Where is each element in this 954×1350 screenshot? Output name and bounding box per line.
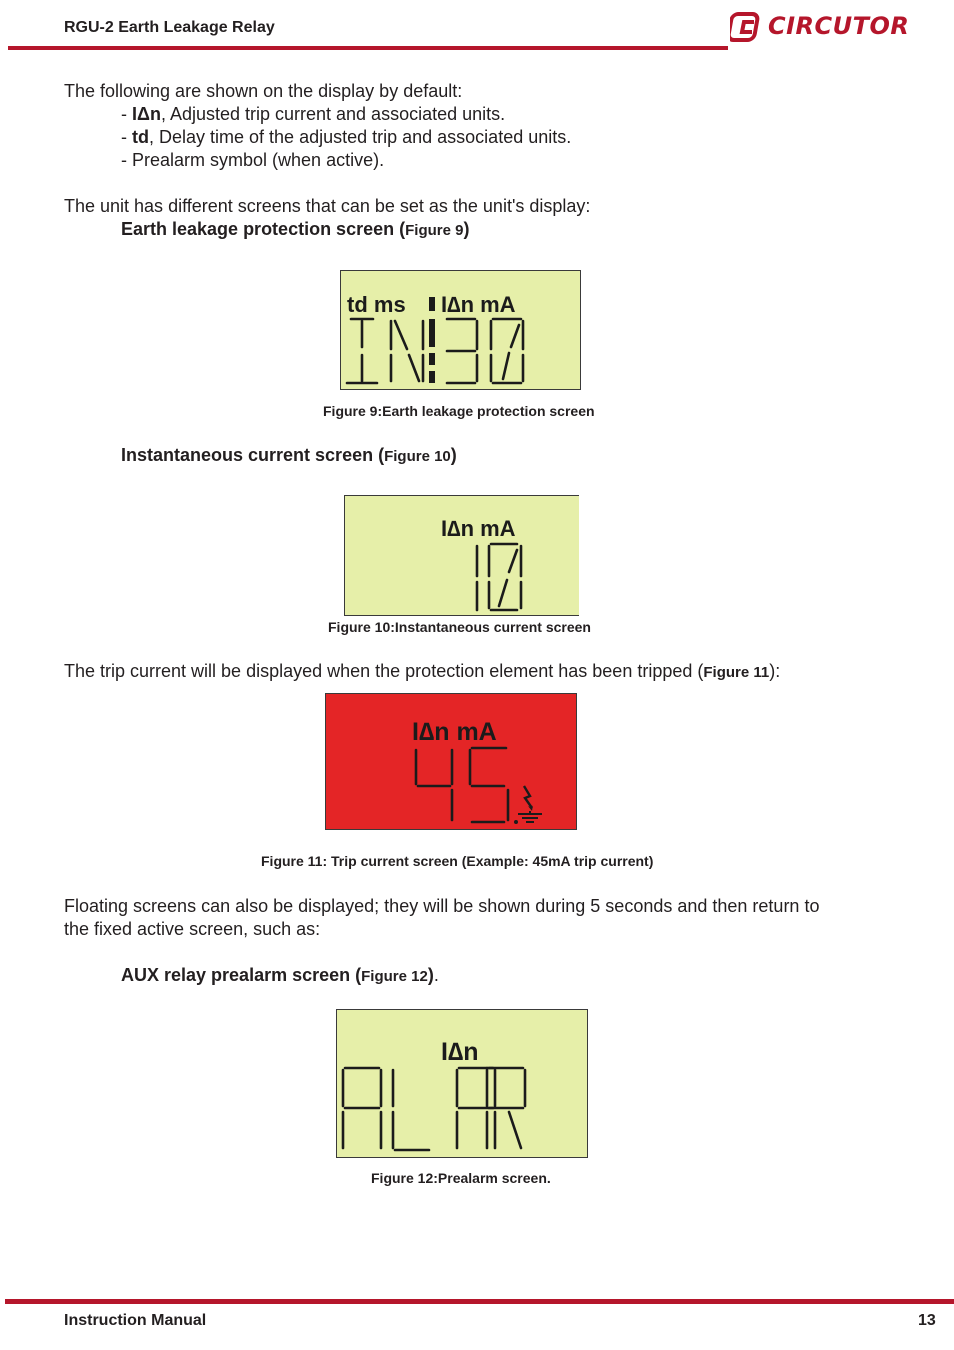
list-item <box>121 103 505 126</box>
floating-text-line2: the fixed active screen, such as: <box>64 919 321 939</box>
list-item-text: , Adjusted trip current and associated units. <box>160 104 506 124</box>
heading-text: Earth leakage protection screen ( <box>121 219 406 239</box>
heading-close: ) <box>463 219 470 239</box>
list-item <box>121 126 571 149</box>
lcd-units-idn: I∆n mA <box>412 718 497 746</box>
paragraph-text: ): <box>769 661 781 681</box>
list-item <box>121 149 384 172</box>
heading-close: ) <box>450 445 457 465</box>
lcd-units-idn: I∆n <box>441 1038 479 1066</box>
fig9-heading <box>121 218 469 242</box>
list-item-term: td <box>132 127 149 147</box>
header-rule <box>8 46 728 50</box>
heading-text: AUX relay prealarm screen ( <box>121 965 362 985</box>
fig10-heading <box>121 444 457 468</box>
figure-ref: Figure 10 <box>384 448 451 465</box>
footer-manual-label: Instruction Manual <box>64 1312 207 1329</box>
page-number: 13 <box>918 1312 936 1329</box>
lcd-instantaneous-screen <box>344 495 579 616</box>
figure-ref: Figure 12 <box>361 968 428 985</box>
circutor-logo <box>730 10 908 44</box>
trip-earth-icon <box>514 784 544 824</box>
figure-ref: Figure 9 <box>405 222 464 239</box>
lcd-units-td: td ms <box>347 292 406 317</box>
fig11-caption: Figure 11: Trip current screen (Example: 45mA trip current) <box>261 853 654 869</box>
logo-text: CIRCUTOR <box>768 12 910 40</box>
fig10-caption: Figure 10:Instantaneous current screen <box>328 619 591 635</box>
fig12-heading <box>121 964 439 988</box>
figure-ref: Figure 11 <box>703 664 770 681</box>
lcd-digits-10 <box>345 496 580 617</box>
fig9-caption: Figure 9:Earth leakage protection screen <box>323 403 595 419</box>
list-dash: - <box>121 127 132 147</box>
footer-rule <box>5 1299 954 1304</box>
document-title: RGU-2 Earth Leakage Relay <box>64 19 275 36</box>
heading-period: . <box>433 965 439 985</box>
lcd-earth-leakage-screen <box>340 270 581 390</box>
lcd-units-idn: I∆n mA <box>441 292 516 317</box>
lcd-trip-current-screen <box>325 693 577 830</box>
list-item-text: , Delay time of the adjusted trip and associated units. <box>149 127 572 147</box>
trip-current-text <box>64 660 780 684</box>
lcd-digits-alar <box>337 1010 589 1159</box>
intro-line: The following are shown on the display by default: <box>64 81 463 101</box>
lcd-units-idn: I∆n mA <box>441 516 516 541</box>
heading-text: Instantaneous current screen ( <box>121 445 385 465</box>
floating-text-line1: Floating screens can also be displayed; they will be shown during 5 seconds and then return to <box>64 896 820 916</box>
list-item-text: Prealarm symbol (when active). <box>132 150 385 170</box>
lcd-digits-in30 <box>341 271 582 391</box>
heading-close: ) <box>427 965 434 985</box>
fig12-caption: Figure 12:Prealarm screen. <box>371 1170 551 1186</box>
list-dash: - <box>121 104 132 124</box>
paragraph-text: The trip current will be displayed when the protection element has been tripped ( <box>64 661 704 681</box>
list-dash: - <box>121 150 132 170</box>
list-item-term: IΔn <box>132 104 161 124</box>
lcd-prealarm-screen <box>336 1009 588 1158</box>
logo-mark-icon <box>730 10 766 44</box>
screens-intro: The unit has different screens that can be set as the unit's display: <box>64 196 591 216</box>
